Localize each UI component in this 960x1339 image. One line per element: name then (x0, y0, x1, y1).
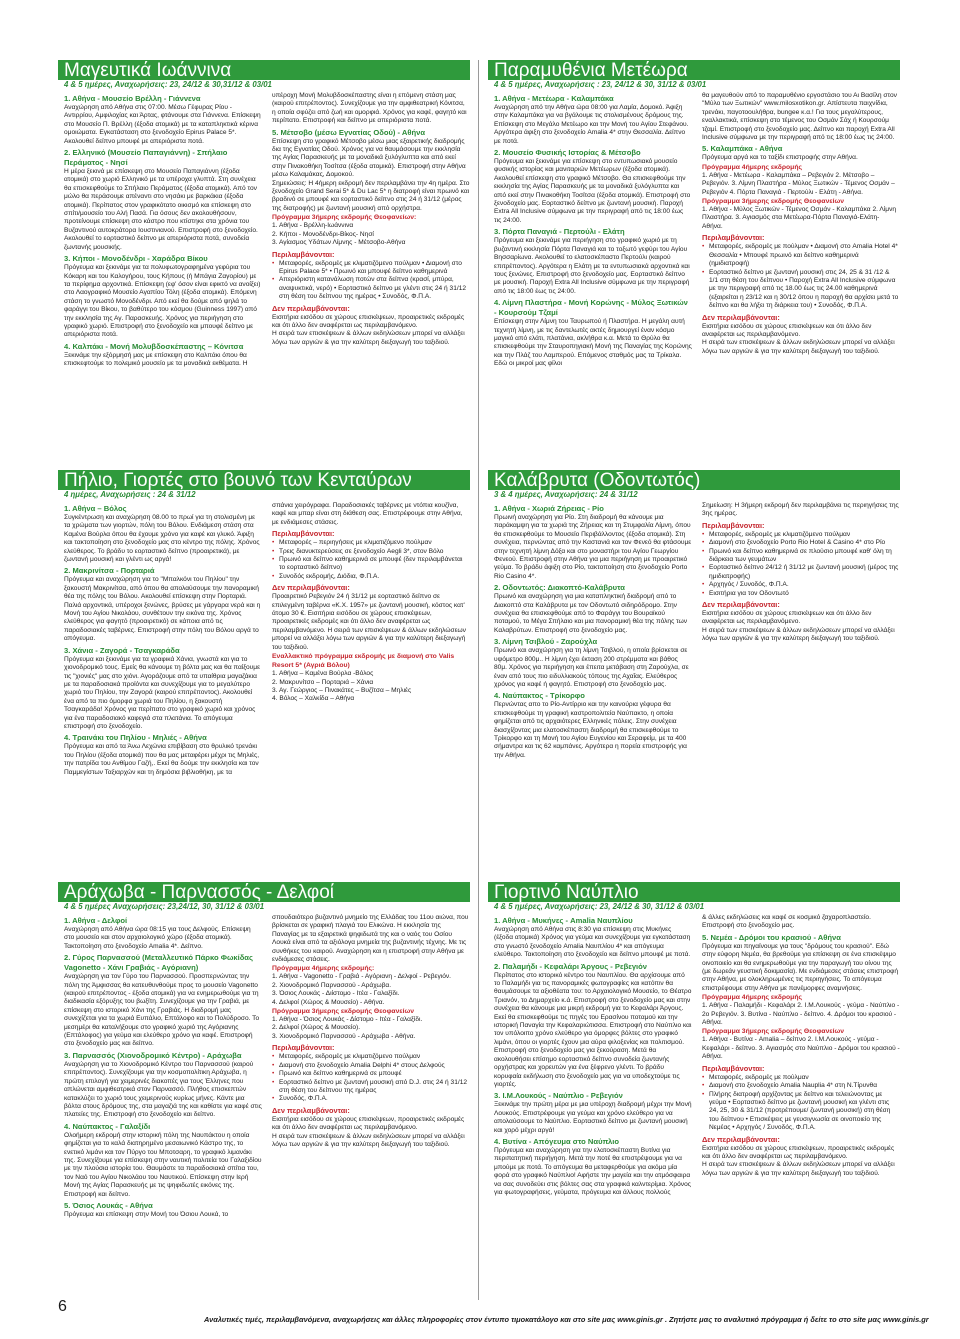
column-right (702, 92, 900, 369)
section-title: Μαγευτικά Ιωάννινα (58, 60, 470, 80)
included-heading: Δεν περιλαμβάνονται: (272, 583, 350, 593)
column-left (494, 92, 692, 369)
program-heading: Πρόγραμμα 3ήμερης εκδρομής Θεοφανείων (702, 1028, 845, 1036)
paragraph: 2. Χιονοδρομικό Παρνασσού - Αράχωβα. (272, 981, 392, 989)
paragraph: 1. Αθήνα - Βυτίνα - Amalia – δείπνο 2. Ι.Μ.Λουκούς - γεύμα - Κεφαλάρι - δείπνο. 3. Αγιασμός στο Ναύπλιο - Δρόμοι του κρασιού - Αθήνα. (702, 1036, 900, 1061)
paragraph: 3. Αγ. Γεώργιος – Πινακάτες – Βυζίτσα – Μηλιές (272, 686, 412, 694)
column-right (272, 92, 470, 369)
bullet-item: • Συνοδός, Φ.Π.Α. (272, 1095, 470, 1103)
paragraph: Εισιτήρια εισόδου σε χώρους επισκέψεων, προαιρετικές εκδρομές και ότι άλλο δεν αναφέρεται ως περιλαμβανόμενο. (272, 1115, 465, 1132)
bullet-item: • Μεταφορές, εκδρομές με πούλμαν • Διαμονή στο Amalia Hotel 4* Θεσσαλία • Μπουφέ πρωινό και δείπνο καθημερινά (ημιδιατροφή) (702, 243, 900, 268)
paragraph: 4. Δελφοί (Χώρος & Μουσείο) - Αθήνα. (272, 998, 385, 1006)
paragraph: 1. Αθήνα - Όσιος Λουκάς - Δίστομο - Ιτέα - Γαλαξίδι. (272, 1016, 423, 1024)
included-heading: Δεν περιλαμβάνονται: (702, 312, 780, 322)
section-subtitle: 3 & 4 ημέρες, Αναχωρήσεις: 24 & 31/12 (494, 490, 638, 499)
section-subtitle: 4 ημέρες, Αναχωρήσεις : 24 & 31/12 (64, 490, 196, 499)
paragraph: Προαιρετικό Ρεβεγιόν 24 ή 31/12 με εορταστικό δείπνο σε επιλεγμένη ταβέρνα «Κ.Χ. 1957» με ζωντανή μουσική, κόστος κατ' άτομο 30 €. Εισιτήρια εισόδου σε χώρους επισκέψεων, προαιρετικές εκδρομές και ότι άλλο δεν αναφέρεται ως περιλαμβανόμενο. Η σειρά των επισκέψεων & άλλων εκδηλώσεων μπορεί να αλλάξει λόγω των αργιών & για την καλύτερη διεξαγωγή του ταξιδιού. (272, 593, 466, 651)
paragraph: Επίσκεψη στην Λίμνη του Ταυρωπού ή Πλαστήρα. Η μεγάλη αυτή τεχνητή λίμνη, με τις δαντελωτές ακτές δημιουργεί έναν κόσμο μαγικό από ελάτι, πλατάνια, ακλήθρα κ.α. Μετά το Θρύλο θα επισκεφθούμε την Σταυροπηγιακή Μονή της Παναγίας της Κορώνης και την Πλάζ του Λαμπερού. Επόμενος σταθμός μας τα Τρίκαλα. Εδώ οι μικροί μας φίλοι (494, 318, 692, 368)
bullet-item: • Εορταστικό δείπνο με ζωντανή μουσική από D.J. στις 24 ή 31/12 στη θέση του δείπνου της ημέρας (272, 1079, 470, 1096)
paragraph: Συγκέντρωση και αναχώρηση 08.00 το πρωί για τη στολισμένη με τα χρώματα των γιορτών, πόλη του Βόλου. Ενδιάμεση στάση στα Καμένα Βούρλα όπου θα έχουμε χρόνο για καφέ και γλυκό. Άφιξη και τακτοποίηση στο ξενοδοχείο μας στο κέντρο της πόλης. Χρόνος ελεύθερος. Το βράδυ το εορταστικό δείπνο (προαιρετικά), με ζωντανή μουσική και γλέντι ως αργά! (64, 514, 260, 564)
paragraph: Η σειρά των επισκέψεων & άλλων εκδηλώσεων μπορεί να αλλάξει λόγω των αργιών & για την καλύτερη διεξαγωγή του ταξιδιού. (702, 339, 895, 355)
included-heading: Περιλαμβάνονται: (702, 233, 765, 243)
day-heading: 4. Ναύπακτος - Τρίκορφο (494, 691, 585, 701)
bullet-item: • Μεταφορές, εκδρομές με κλιματιζόμενο πούλμαν (272, 1053, 470, 1061)
section-ioannina (58, 60, 470, 460)
paragraph: Εισιτήρια εισόδου σε χώρους επισκέψεων και ότι άλλο δεν αναφέρεται ως περιλαμβανόμενο. (702, 610, 872, 626)
paragraph: 2. Κήποι - Μονοδένδρι-Βίκος- Νησί (272, 230, 374, 238)
day-heading: 4. Ναύπακτος - Γαλαξίδι (64, 1121, 151, 1131)
paragraph: Ολοήμερη εκδρομή στην ιστορική πόλη της Ναυπάκτου η οποία φημίζεται για το καλά διατηρημένο μεσαιωνικό Κάστρο της, το ενετικό λιμάνι και τον Πύργο του Μποτσαρη, το γραφικό λιμανάκι της. Συνεχίζουμε για επίσκεψη στην ναυτική πολιτεία του Γαλαξιδίου με την πλούσια ιστορία του. Θαυμάστε τα παραδοσιακά σπίτια του, τον Ναό του Αγίου Νικολάου του Ναυτικού. Επίσκεψη στην Ιερή Μονή της Αγίας Παρασκευής με τις ψηφιδωτές εικόνες της. Επιστροφή και δείπνο. (64, 1131, 262, 1198)
section-arachova (58, 882, 470, 1302)
bullet-list (272, 539, 470, 581)
paragraph: Αναχώρηση από Αθήνα στις 07:00. Μέσω Γέφυρας Ρίου - Αντιρρίου, Αμφιλοχίας και Άρτας, φτάνουμε στα Γιάννενα. Επίσκεψη στο Μουσείο Π. Βρέλλη (έξοδα ατομικά) με τα καταπληκτικά κέρινα ομοιώματα. Εγκατάσταση στο ξενοδοχείο Epirus Palace 5*. Ακολουθεί δείπνο μπουφέ με απεριόριστα ποτά. (64, 104, 261, 145)
paragraph: υπέροχη Μονή Μολυβδοσκέπαστης είναι η επόμενη στάση μας (καιρού επιτρέποντος). Συνεχίζουμε για την αμφιθεατρική Κόνιτσα, η οποία σφύζει από ζωή και ομορφιά. Χρόνος για καφέ, φαγητό και περίπατο. Επιστροφή και δείπνο με απεριόριστα ποτά. (272, 92, 467, 125)
day-heading: 1. Αθήνα - Δελφοί (64, 916, 128, 925)
bullet-item: • Διαμονή στο ξενοδοχείο Amalia Nauplia 4* στη Ν.Τίρυνθα (702, 1082, 900, 1090)
bullet-list (272, 1053, 470, 1103)
section-title: Γιορτινό Ναύπλιο (488, 882, 900, 902)
day-heading: 1. Αθήνα – Βόλος (64, 504, 127, 513)
paragraph: Αναχώρηση για τον Γύρο του Παρνασσού. Προσπερνώντας την πόλη της Άμφισσας θα κατευθυνθούμε προς το μουσείο Vagonetto (καιρού επιτρέποντος - έξοδα ατομικά) για να ενημερωθούμε για τη διαδικασία εξόρυξης του βωξίτη. Συνεχίζουμε για την Γραβιά, με επίσκεψη στο ιστορικό Χάνι της Γραβιάς. Η διαδρομή μας συνεχίζεται για τα χωριά Ευπάλιο, Επτάλοφο και το Πολύδροσο. Το μεσημέρι θα καταλήξουμε στο γραφικό χωριό της Αγόριανης (Επτάλοφος) για γεύμα και ελεύθερο χρόνο για καφέ. Επιστροφή στο ξενοδοχείο μας και δείπνο. (64, 973, 260, 1048)
day-heading: 3. Ι.Μ.Λουκούς - Ναύπλιο - Ρεβεγιόν (494, 1091, 623, 1101)
column-left (494, 502, 692, 760)
day-heading: 1. Αθήνα - Μουσείο Βρέλλη - Γιάννενα (64, 94, 201, 103)
section-pilio (58, 470, 470, 870)
section-title: Παραμυθένια Μετέωρα (488, 60, 900, 80)
day-heading: 5. Μέτσοβο (μέσω Εγνατίας Οδού) - Αθήνα (272, 127, 425, 137)
paragraph: Σημειώσεις: Η 4ήμερη εκδρομή δεν περιλαμβάνει την 4η ημέρα. Στο ξενοδοχείο Grand Serai 5* & Du Lac 5* η διατροφή είναι πρωινό και βραδινό σε μπουφέ και εορταστικό δείπνο στις 24 ή 31/12 (μέρος της διατροφής) με ζωντανή μουσική από ορχήστρα. (272, 179, 470, 212)
day-heading: 4. Τραινάκι του Πηλίου - Μηλιές - Αθήνα (64, 733, 207, 743)
paragraph: Πρόγευμα και ξεκινάμε για τα πολυφωτογραφημένα γεφύρια του Κόκαρη και του Καλογήρου, τους Κήπους (ή Μπάγια Ζαγορίου) με τα περίφημα αρχοντικά. Επίσκεψη (εφ' όσον είναι εφικτό να ανοίξει) στο Λαογραφικό Μουσείο Αγαπίου Τόλη (έξοδα ατομικά). Επόμενη στάση το γνωστό Μονοδένδρι. Από εκεί θα δούμε από ψηλά το φαράγγι του Βίκου, το βαθύτερο του κόσμου (Guinness 1997) από την εκκλησία της Αγ. Παρασκευής. Χρόνος για περιήγηση στο γραφικό χωριό. Επιστροφή στο ξενοδοχείο και μπουφέ δείπνο με απεριόριστα ποτά. (64, 264, 261, 339)
paragraph: Η σειρά των επισκέψεων & άλλων εκδηλώσεων μπορεί να αλλάξει λόγω των αργιών & για την καλύτερη διεξαγωγή του ταξιδιού. (272, 330, 465, 346)
column-left (64, 914, 262, 1219)
included-heading: Δεν περιλαμβάνονται: (702, 600, 780, 610)
bullet-item: • Μεταφορές – περιηγήσεις με κλιματιζόμενο πούλμαν (272, 539, 470, 547)
paragraph: Πρόγευμα και επίσκεψη στην Μονή του Όσιου Λουκά, το (64, 1210, 229, 1218)
day-heading: 2. Ελληνικό (Μουσείο Παπαγιάννη) - Σπήλαιο Περάματος - Νησί (64, 148, 228, 168)
section-title: Αράχωβα - Παρνασσός - Δελφοί (58, 882, 470, 902)
bullet-item: • Πρωινό και δείπνο καθημερινά σε πλούσιο μπουφέ καθ' όλη τη διάρκεια των γευμάτων (702, 548, 900, 565)
paragraph: Αναχώρηση από Αθήνα ώρα 08:15 για τους Δελφούς. Επίσκεψη στο μουσείο και στον αρχαιολογικό χώρο (έξοδα ατομικά). Τακτοποίηση στο ξενοδοχείο Amalia 4*. Δείπνο. (64, 926, 251, 950)
day-heading: 3. Πόρτα Παναγιά - Περτούλι - Ελάτη (494, 227, 625, 237)
bullet-item: • Πρωινό και δείπνο καθημερινά σε μπουφέ (272, 1070, 470, 1078)
included-heading: Περιλαμβάνονται: (272, 249, 335, 259)
day-heading: 3. Παρνασσός (Χιονοδρομικό Κέντρο) - Αράχωβα (64, 1050, 242, 1060)
bullet-item: • Εορταστικό δείπνο 24/12 ή 31/12 με ζωντανή μουσική (μέρος της ημιδιατροφής) (702, 564, 900, 581)
included-heading: Δεν περιλαμβάνονται: (272, 1105, 350, 1115)
program-heading: Πρόγραμμα 3ήμερης εκδρομής Θεοφανείων (702, 198, 845, 206)
paragraph: 1. Αθήνα – Καμένα Βούρλα -Βόλος (272, 670, 374, 678)
paragraph: Η μέρα ξεκινά με επίσκεψη στο Μουσείο Παπαγιάννη (έξοδα ατομικά) στο χωριό Ελληνικό με τα υπέροχα γλυπτά. Στη συνέχεια θα επισκεφθούμε το Σπήλαιο Περάματος (έξοδα ατομικά). Από τον μώλο θα περάσουμε απέναντι στο νησάκι με βαρκάκια (έξοδα ατομικά). Περίπατος στον γραφικότατο οικισμό και επίσκεψη στο σπίτι/μουσείο του Αλή Πασά. Για όσους δεν ακολουθήσουν, προτείνουμε επίσκεψη στο κάστρο που κτίστηκε στα χρόνια του Βυζαντινού αυτοκράτορα Ιουστινιανού. Επιστροφή στο ξενοδοχείο. Ακολουθεί το εορταστικό δείπνο με απεριόριστα ποτά, συνοδεία ζωντανής μουσικής. (64, 168, 258, 251)
day-heading: 5. Καλαμπάκα - Αθήνα (702, 144, 783, 154)
paragraph: Περίπατος στο ιστορικό κέντρο του Ναυπλίου. Θα αρχίσουμε από το Παλαμήδι για τις πανοραμικές φωτογραφίες και κατόπιν θα θαυμάσουμε τα αξιοθέατα του: το Αρχαιολογικό Μουσείο, το Θέατρο Τριανόν, το Δημαρχείο κ.ά. Επιστροφή στο ξενοδοχείο μας και στην συνέχεια θα κάνουμε μια μικρή εκδρομή για το Κεφαλάρι Άργους. Εκεί θα επισκεφθούμε τις πηγές του Ερασίνου ποταμού και την ιστορική Παναγία την Κεφαλαριώτισσα. Επιστροφή στο Ναύπλιο και τον υπόλοιπο χρόνο ελεύθερο για όμορφες βόλτες στο γραφικό λιμάνι, όπου οι γιορτές έχουν μια αύρα φιλοξενίας και πολιτισμού. Επιστροφή στο ξενοδοχείο μας για ξεκούραση. Μετά θα ακολουθήσει επίσημο εορταστικό δείπνο συνοδεία ζωντανής ορχήστρας και χορευτών για ένα ξέφρενο γλέντι. Το βράδυ κορυφαία εκδήλωση στο ξενοδοχείο μας για να υποδεχτούμε τις γιορτές. (494, 971, 692, 1088)
paragraph: 3. Αγίασμος Υδάτων Λίμνης - Μέτσοβο-Αθήνα (272, 239, 406, 247)
column-left (64, 92, 262, 369)
included-heading: Περιλαμβάνονται: (272, 529, 335, 539)
paragraph: Η σειρά των επισκέψεων & άλλων εκδηλώσεων μπορεί να αλλάξει λόγω των αργιών & για την καλύτερη διεξαγωγή του ταξιδιού. (702, 626, 895, 643)
bullet-item: • Μεταφορές, εκδρομές με κλιματιζόμενο πούλμαν • Διαμονή στο Epirus Palace 5* • Πρωινό και μπουφέ δείπνο καθημερινά (272, 260, 470, 277)
paragraph: 2. Δελφοί (Χώρος & Μουσείο). (272, 1024, 361, 1032)
paragraph: 1. Αθήνα - Μετέωρα - Καλαμπάκα – Ρεβεγιόν 2. Μέτσοβο – Ρεβεγιόν. 3. Λίμνη Πλαστήρα - Μύλος Ξωτικών - Τέμενος Οσμάν – Ρεβεγιόν 4. Πόρτα Παναγιά - Περτούλι - Ελάτη - Αθήνα. (702, 171, 895, 196)
included-heading: Δεν περιλαμβάνονται: (702, 1134, 780, 1144)
section-meteora (488, 60, 900, 460)
day-heading: 4. Βυτίνα - Απόγευμα στο Ναύπλιο (494, 1136, 620, 1146)
section-subtitle: 4 & 5 ημέρες, Αναχωρήσεις: 23, 24/12 & 30,31/12 & 03/01 (64, 80, 272, 89)
included-heading: Περιλαμβάνονται: (272, 1043, 335, 1053)
column-right (702, 914, 900, 1197)
program-heading: Πρόγραμμα 4ήμερης εκδρομής: (272, 965, 375, 973)
paragraph: Πρόγευμα και ξεκινάμε για τα γραφικά Χάνια, γνωστά και για το χιονοδρομικό τους. Εμείς θα κάνουμε τη βόλτα μας και θα παίξουμε τις "χιονιές" μας στο χιόνι. Αγοράζουμε από τα υπαίθρια μαγαζάκια με τα παραδοσιακά προϊόντα και συνεχίζουμε για το μεγαλύτερο χωριό του Πηλίου, την Ζαγορά (καιρού επιτρέποντος). Ακολουθεί ένα από τα πιο όμορφα χωριά του Πηλίου, η ξακουστή Τσαγκαράδα! Χρόνος για περίπατο στο γραφικό χωριό και χρόνος για ένα παραδοσιακό καφεγιά στα πλατάνια. Το απόγευμα επιστροφή στο ξενοδοχείο. (64, 655, 261, 730)
paragraph: 3. Χιονοδρομικό Παρνασσού - Αράχωβα - Αθήνα. (272, 1032, 416, 1040)
paragraph: Πρόγευμα και πηγαίνουμε για τους "δρόμους του κρασιού". Εδώ στην εύφορη Νεμέα, θα βρεθούμε για επίσκεψη σε ένα επισκέψιμο οινοποιείο και θα ενημερωθούμε για την παραγωγή του οίνου της (με δωρεάν γευστική δοκιμασία). Με ενδιάμεσες στάσεις επιστροφή στην Αθήνα, με ολοκληρωμένες τις περιηγήσεις. Το απόγευμα επιστρέφουμε στην Αθήνα με πανέμορφες αναμνήσεις. (702, 942, 898, 992)
day-heading: 3. Λίμνη Τσιβλού - Ζαρούχλα (494, 637, 598, 647)
day-heading: 2. Μακρινίτσα - Πορταριά (64, 566, 155, 576)
paragraph: 1. Αθήνα - Μύλος Ξωτικών - Τέμενος Οσμάν - Καλαμπάκα 2. Λίμνη Πλαστήρα. 3. Αγιασμός στα Μετέωρα-Πόρτα Παναγιά-Ελάτη-Αθήνα. (702, 206, 897, 230)
paragraph: Η σειρά των επισκέψεων & άλλων εκδηλώσεων μπορεί να αλλάξει λόγω των αργιών & για την καλύτερη διεξαγωγή του ταξιδιού. (272, 1132, 465, 1148)
bullet-item: • Αρχηγός / Συνοδός, Φ.Π.Α. (702, 581, 900, 589)
paragraph: 1. Αθήνα - Vagonetto - Γραβιά - Αγόριανη - Δελφοί - Ρεβεγιόν. (272, 973, 452, 981)
program-heading: Πρόγραμμα 3ήμερης εκδρομής Θεοφανείων (272, 1008, 415, 1016)
paragraph: Πρωινή αναχώρηση για Ρίο. Στη διαδρομή θα κάνουμε μια παράκαμψη για τα χωριά της Ζήρειας και τη Στυμφαλία Λίμνη, όπου θα επισκεφθούμε το Μουσείο Περιβάλλοντος (έξοδα ατομικά). Στη συνέχεια, περνώντας από την Καστανιά και τον Φενεό θα φτάσουμε στην τεχνητή λίμνη Δόξα και στο μοναστήρι του Αγίου Γεωργίου Φενεού. Επιστροφή στην Αθήνα για μια περιήγηση με προαιρετικό γεύμα. Το βράδυ άφιξη στο Ρίο, τακτοποίηση στο ξενοδοχείο Porto Rio Casino 4*. (494, 514, 692, 580)
day-heading: 4. Καλπάκι - Μονή Μολυβδοσκέπαστης – Κόνιτσα (64, 341, 244, 351)
paragraph: 1. Αθήνα - Βρέλλη-Ιωάννινα (272, 222, 354, 230)
included-heading: Περιλαμβάνονται: (702, 520, 765, 530)
bullet-item: • Μεταφορές, εκδρομές με κλιματιζόμενο πούλμαν (702, 531, 900, 539)
paragraph: 2. Μακρυνίτσο – Πορταριά – Χάνια (272, 678, 374, 686)
day-heading: 2. Γύρος Παρνασσού (Μεταλλευτικό Πάρκο Φωκίδας Vagonetto - Χάνι Γραβιάς - Αγόριανη) (64, 953, 253, 973)
paragraph: Περνώντας απο το Ρίο-Αντίρριο και την καινούρια γέφυρα θα επισκεφθούμε τη γραφική καστροπολιτεία Ναύπακτο, η οποία φημίζεται από τις αρχαιότερες Ελληνικές πόλεις. Στην συνέχεια διασχίζοντας μια ελατοσκέπαστη διαδρομή θα επισκεφθούμε το Τρίκορφο και τη Μονή του Αγίου Ευγενίου και Σεραφείμ, με τα 400 σήμαντρα και τις 62 καμπάνες. Αργότερα η πορεία επιστροφής για την Αθήνα. (494, 701, 687, 759)
program-heading: Εναλλακτικό πρόγραμμα εκδρομής με διαμονή στο Valis Resort 5* (Αγριά Βόλου) (272, 653, 455, 670)
paragraph: Πρόγευμα και ξεκινάμε για περιήγηση στο γραφικό χωριό με τη βυζαντινή εκκλησία Πόρτα Παναγιά και το τοξωτό γεφύρι του Αγίου Βησσαρίωνα. Ακολουθεί το ελατοσκέπαστο Περτούλι (καιρού επιτρέποντος). Αργότερα η Ελάτη με τα εντυπωσιακά αρχοντικά και τους ξενώνες. Επιστροφή στο ξενοδοχείο μας. Εορταστικό δείπνο με μουσική. Παροχή Extra All Inclusive σύμφωνα με την περιγραφή από τις 18:00 έως τις 24:00. (494, 237, 690, 295)
section-subtitle: 4 & 5 ημέρες, Αναχωρήσεις: 23, 24/12 & 30, 31/12 & 03/01 (494, 902, 705, 911)
day-heading: 3. Κήποι - Μονοδένδρι - Χαράδρα Βίκου (64, 254, 208, 264)
paragraph: Σημείωση: Η 3ήμερη εκδρομή δεν περιλαμβάνει τις περιηγήσεις της 3ης ημέρας. (702, 502, 899, 518)
paragraph: Πρόγευμα και αναχώρηση για την ελατοσκέπαστη Βυτίνα για περιπατητική περιήγηση. Μετά την ποτέ θα επιστρέψουμε για να μπούμε με ποτά. Το απόγευμα θα μεταφερθούμε για ακόμα μία φορά στο γραφικό Ναύπλιο! Αφήστε την μαγεία και την ατμόσφαιρα να σας συνοδεύει στις βόλτες σας στα γραφικά καλντερίμια. Χρόνος για φωτογραφήσεις, γεύματα, πρόγευμα και άλλους πολλούς (494, 1146, 691, 1196)
bullet-item: • Εισιτήρια για τον Οδοντωτό (702, 590, 900, 598)
paragraph: Εισιτήρια εισόδου σε χώρους επισκέψεων και ότι άλλο δεν αναφέρεται ως περιλαμβανόμενο. (702, 322, 872, 338)
column-right (272, 502, 470, 777)
paragraph: Αναχώρηση για το Χιονοδρομικό Κέντρο του Παρνασσού (καιρού επιτρέποντος). Συνεχίζουμε για την κοσμοπολίτικη Αράχωβα, η πρώτη επιλογή για χειμερινές διακοπές για τους Έλληνες που απλώνεται αμφιθεατρικά στον Παρνασσό. Πλήθος επισκεπτών κατακλύζει το χωριό τους χειμερινούς κυρίως μήνες. Κάντε μια βόλτα στους δρόμους της, στα μαγαζιά της και καθίστε για καφέ στις πλατείες της. Επιστροφή στο ξενοδοχείο και δείπνο. (64, 1060, 262, 1119)
section-subtitle: 4 & 5 ημέρες, Αναχωρήσεις : 23, 24/12 & 30, 31/12 & 03/01 (494, 80, 707, 89)
day-heading: 2. Οδοντωτός: Διακοπτό-Καλάβρυτα (494, 583, 625, 593)
paragraph: & άλλες εκδηλώσεις και καφέ σε κοσμικό ζαχαροπλαστείο. Επιστροφή στο ξενοδοχείο μας. (702, 914, 871, 930)
page-number: 6 (58, 1298, 67, 1315)
bullet-list (702, 531, 900, 598)
program-heading: Πρόγραμμα 4ήμερης εκδρομής (702, 994, 803, 1002)
bullet-list (272, 260, 470, 302)
paragraph: σπάνια χειρόγραφα. Παραδοσιακές ταβέρνες με ντόπια κουζίνα, καφέ και μπαρ είναι στη διάθεση σας. Επιστρέφουμε στην Αθήνα, με ενδιάμεσες στάσεις. (272, 502, 463, 526)
paragraph: 1. Αθήνα - Παλαμήδι - Κεφαλάρι 2. Ι.Μ.Λουκούς - γεύμα - Ναύπλιο - 2ο Ρεβεγιόν. 3. Βυτίνα - Ναύπλιο - δείπνο. 4. Δρόμοι του κρασιού - Αθήνα. (702, 1002, 900, 1027)
paragraph: Η σειρά των επισκέψεων & άλλων εκδηλώσεων μπορεί να αλλάξει λόγω των αργιών & για την καλύτερη διεξαγωγή του ταξιδιού. (702, 1161, 895, 1177)
footer-note: Αναλυτικές τιμές, περιλαμβανόμενα, αναχωρήσεις και άλλες πληροφορίες στον έντυπο τιμοκατάλογο και στο site μας www.ginis.gr . Ζητήστε μας το αναλυτικό πρόγραμμα ή δείτε το στο site μας www.ginis.gr (204, 1315, 929, 1324)
bullet-item: • Τρεις διανυκτερεύσεις σε ξενοδοχείο Aegli 3*, στον Βόλο (272, 548, 470, 556)
center-divider (478, 60, 479, 1300)
program-heading: Πρόγραμμα 3ήμερης εκδρομής Θεοφανείων: (272, 214, 417, 222)
paragraph: 4. Βόλος – Χαλκίδα – Αθήνα (272, 695, 355, 703)
paragraph: σπουδαιότερο βυζαντινό μνημείο της Ελλάδας του 11ου αιώνα, που βρίσκεται σε γραφική πλαγιά του Ελικώνα. Η εκκλησία της Παναγίας με τα εξαιρετικά ψηφιδωτά της και ο ναός του Οσίου Λουκά είναι από τα αξιόλογα μνημεία της βυζαντινής τέχνης. Με τις συνθήκες του καιρού. Αναχώρηση και η επιστροφή στην Αθήνα με ενδιάμεσες στάσεις. (272, 914, 469, 964)
bullet-list (702, 1074, 900, 1133)
day-heading: 1. Αθήνα - Χωριά Ζήρειας - Ρίο (494, 504, 604, 513)
day-heading: 1. Αθήνα - Μετέωρα - Καλαμπάκα (494, 94, 614, 103)
paragraph: Ξεκινάμε την πρώτη μέρα με μια υπέροχη διαδρομή μέχρι την Μονή Λουκούς. Επιστρέφουμε για γεύμα και χρόνο ελεύθερο για να απολαύσουμε το Ναύπλιο. Εορταστικό δείπνο με ζωντανή μουσική και χορό μέχρι αργά! (494, 1101, 692, 1134)
day-heading: 5. Νεμέα - Δρόμοι του κρασιού - Αθήνα (702, 932, 841, 942)
column-left (64, 502, 262, 777)
paragraph: Πρόγευμα αργά και το ταξίδι επιστροφής στην Αθήνα. (702, 154, 858, 162)
paragraph: Πρωινό και αναχώρηση για μια καταπληκτική διαδρομή από το Διακοπτό στα Καλάβρυτα με τον Οδοντωτό σιδηρόδρομο. Στην συνέχεια θα επισκεφθούμε από το Φαράγγι του Βουραϊκού ποταμού, το Μέγα Σπήλαιο και μια πανοραμική θέα της πόλης των Καλαβρύτων. Επιστροφή στο ξενοδοχείο μας. (494, 593, 688, 634)
included-heading: Περιλαμβάνονται: (702, 1063, 765, 1073)
included-heading: Δεν περιλαμβάνονται: (272, 303, 350, 313)
column-right (272, 914, 470, 1219)
bullet-item: • Πλήρης διατροφή αρχίζοντας με δείπνο και τελειώνοντας με γεύμα • Εορταστικό δείπνο με ζωντανή μουσική και γλέντι στις 24, 25, 30 & 31/12 (προτρέπουμε/ ζωντανή μουσική) στη θέση του δείπνου • Επισκέψεις με γευσιγνωσία σε οινοποιείο της Νεμέας • Αρχηγός / Συνοδός, Φ.Π.Α. (702, 1091, 900, 1133)
section-title: Καλάβρυτα (Οδοντωτός) (488, 470, 900, 490)
day-heading: 5. Όσιος Λουκάς - Αθήνα (64, 1200, 153, 1210)
bullet-item: • Διαμονή στο ξενοδοχείο Amalia Delphi 4* στους Δελφούς (272, 1062, 470, 1070)
day-heading: 2. Μουσείο Φυσικής Ιστορίας & Μέτσοβο (494, 148, 641, 158)
bullet-list (702, 243, 900, 310)
bullet-item: • Απεριόριστη κατανάλωση ποτών στα δείπνα (κρασί, μπύρα, αναψυκτικά, νερό) • Εορταστικό δείπνο με γλέντι στις 24 ή 31/12 στη θέση του δείπνου της ημέρας • Συνοδός, Φ.Π.Α. (272, 276, 470, 301)
bullet-item: • Συνοδός εκδρομής, Διόδια, Φ.Π.Α. (272, 573, 470, 581)
paragraph: Πρόγευμα και αναχώρηση για το "Μπαλκόνι του Πηλίου" την ξακουστή Μακρινίτσα, από όπου θα απολαύσουμε την πανοραμική θέα της πόλης του Βόλου. Ακολουθεί επίσκεψη στην Πορταριά. Παλιά αρχοντικά, υπέροχοι ξενώνες, βρύσες με γάργαρα νερά και η Μονή του Αγίου Νικολάου, συνθέτουν την εικόνα της. Χρόνος ελεύθερος για φαγητό (προαιρετικό) σε κάποια από τις παραδοσιακές ταβέρνες. Επιστροφή στην πόλη του Βόλου αργά το απόγευμα. (64, 576, 261, 643)
paragraph: Ξεκινάμε την εξόρμησή μας με επίσκεψη στο Καλπάκι όπου θα επισκεφτούμε το πολεμικό μουσείο με τα μοναδικά εκθέματα. Η (64, 351, 248, 368)
paragraph: Εισιτήρια εισόδου σε χώρους επισκέψεων, προαιρετικές εκδρομές και ότι άλλο δεν αναφέρεται ως περιλαμβανόμενο. (702, 1144, 895, 1160)
section-title: Πήλιο, Γιορτές στο βουνό των Κενταύρων (58, 470, 470, 490)
paragraph: 3. Όσιος Λουκάς - Διίστομο - Ιτέα - Γαλαξίδι. (272, 990, 400, 998)
bullet-item: • Πρωινό και δείπνο καθημερινά σε μπουφέ (δεν περιλαμβάνεται το εορταστικό δείπνο) (272, 556, 470, 573)
paragraph: Πρωινό και αναχώρηση για τη λίμνη Τσιβλού, η οποία βρίσκεται σε υψόμετρο 800μ.. Η λίμνη έχει έκταση 200 στρέμματα και βάθος 80μ. Χρόνος για περιήγηση και έπειτα μετάβαση στη Ζαρούχλα, σε έναν από τους πιο ειδυλλιακούς τόπους της Αχαΐας. Ελεύθερος χρόνος για καφέ ή φαγητό. Επιστροφή στο ξενοδοχείο μας. (494, 647, 689, 688)
paragraph: θα μαγευθούν από το παραμυθένιο εργοστάσιο του Αι Βασίλη στον "Μύλο των Ξωτικών" www.milosxotikon.gr. Απίστευτα παιχνίδια, τρενάκι, παγοτοουλήθρα, bungee κ.α.! Για τους μεγαλύτερους, εναλλακτικά, επίσκεψη στο τέμενος του Οσμάν Σάχ ή Κουρσούμ τζαμί. Επιστροφή στο ξενοδοχείο μας. Δείπνο και παροχή Extra All Inclusive σύμφωνα με την περιγραφή από τις 18:00 έως τις 24:00. (702, 92, 897, 142)
day-heading: 1. Αθήνα - Μυκήνες - Amalia Ναυπλίου (494, 916, 633, 925)
day-heading: 3. Χάνια - Ζαγορά - Τσαγκαράδα (64, 645, 180, 655)
paragraph: Πρόγευμα και ξεκινάμε για επίσκεψη στο εντυπωσιακό μουσείο φυσικής ιστορίας και μανιταριών Μετέωρων (έξοδα ατομικά). Ακολουθεί επίσκεψη στο γραφικό Μέτσοβο. Θα επισκεφθούμε την εκκλησία της Αγίας Παρασκευής με τα μοναδικά ξυλόγλυπτα και από εκεί στην Πινακοθήκη Τοσίτσα (έξοδα ατομικά). Επιστροφή στο ξενοδοχείο μας. Εορταστικό δείπνο με ζωντανή μουσική. Παροχή Extra All Inclusive σύμφωνα με την περιγραφή από τις 18:00 έως τις 24:00. (494, 158, 691, 224)
paragraph: Αναχώρηση από την Αθήνα ώρα 08:00 για Λαμία, Δομοκό. Άφιξη στην Καλαμπάκα για να βγάλουμε τις στολισμένους δρόμους της. Επίσκεψη στο Μεγάλο Μετέωρο και την Μονή του Αγίου Στεφάνου. Αργότερα άφιξη στο ξενοδοχείο Amalia 4* στην Θεσσαλία. Δείπνο με ποτά. (494, 104, 689, 145)
paragraph: Εισιτήρια εισόδου σε χώρους επισκέψεων, προαιρετικές εκδρομές και ότι άλλο δεν αναφέρεται ως περιλαμβανόμενο. (272, 313, 465, 329)
paragraph: Επίσκεψη στο γραφικό Μέτσοβο μέσω μιας εξαιρετικής διαδρομής δια της Εγνατίας Οδού. Χρόνος για να θαυμάσουμε την εκκλησία της Αγίας Παρασκευής με τα μοναδικά ξυλόγλυπτα και από εκεί στην Πινακοθήκη Τοσίτσα (έξοδα ατομικά). Επιστροφή στην Αθήνα μέσω Καλαμάκας, Δομοκού. (272, 137, 466, 179)
day-heading: 4. Λίμνη Πλαστήρα - Μονή Κορώνης - Μύλος Ξωτικών - Κουρσούμ Τζαμί (494, 298, 688, 318)
section-subtitle: 4 & 5 ημέρες Αναχωρήσεις: 23,24/12, 30, 31/12 & 03/01 (64, 902, 265, 911)
bullet-item: • Διαμονή στο ξενοδοχείο Porto Rio Hotel & Casino 4* στο Ρίο (702, 539, 900, 547)
paragraph: Αναχώρηση από Αθήνα στις 8:30 για επίσκεψη στις Μυκήνες (έξοδα ατομικά) Χρόνος για γεύμα και συνεχίζουμε για εγκατάσταση στο γνωστό ξενοδοχείο Amalia Ναυπλίου 4* και απόγευμα ελεύθερο. Τακτοποίηση στο ξενοδοχείο και δείπνο μπουφέ με ποτά. (494, 926, 691, 959)
paragraph: Πρόγευμα και από τα Άνω Λεχώνια επιβίβαση στο θρυλικό τρενάκι του Πηλίου (έξοδα ατομικά) που θα μας μεταφέρει μέχρι τις Μηλιές, την πατρίδα του Ανθίμου Γαζή,. Εκεί θα δούμε την εκκλησία και τον Παμμεγίστων Ταξιαρχών και τη δημόσια βιβλιοθήκη, με τα (64, 743, 260, 776)
day-heading: 2. Παλαμήδι - Κεφαλάρι Άργους - Ρεβεγιόν (494, 961, 648, 971)
column-left (494, 914, 692, 1197)
column-right (702, 502, 900, 760)
program-heading: Πρόγραμμα 4ήμερης εκδρομής (702, 163, 803, 171)
bullet-item: • Εορταστικό δείπνο με ζωντανή μουσική στις 24, 25 & 31 /12 & 1/1 στη θέση του δείπνου • Παροχή Extra All Inclusive σύμφωνα με την περιγραφή από τις 18.00 έως τις 24.00 καθημερινά (εξαιρείται η 23/12 και η 30/12 όπου η παροχή θα αρχίσει μετά το δείπνο και θα λήξει τη διάρκεια του) • Συνοδός, Φ.Π.Α. (702, 269, 900, 311)
section-kalavryta (488, 470, 900, 870)
bullet-item: • Μεταφορές, εκδρομές με πούλμαν (702, 1074, 900, 1082)
section-nafplio (488, 882, 900, 1302)
